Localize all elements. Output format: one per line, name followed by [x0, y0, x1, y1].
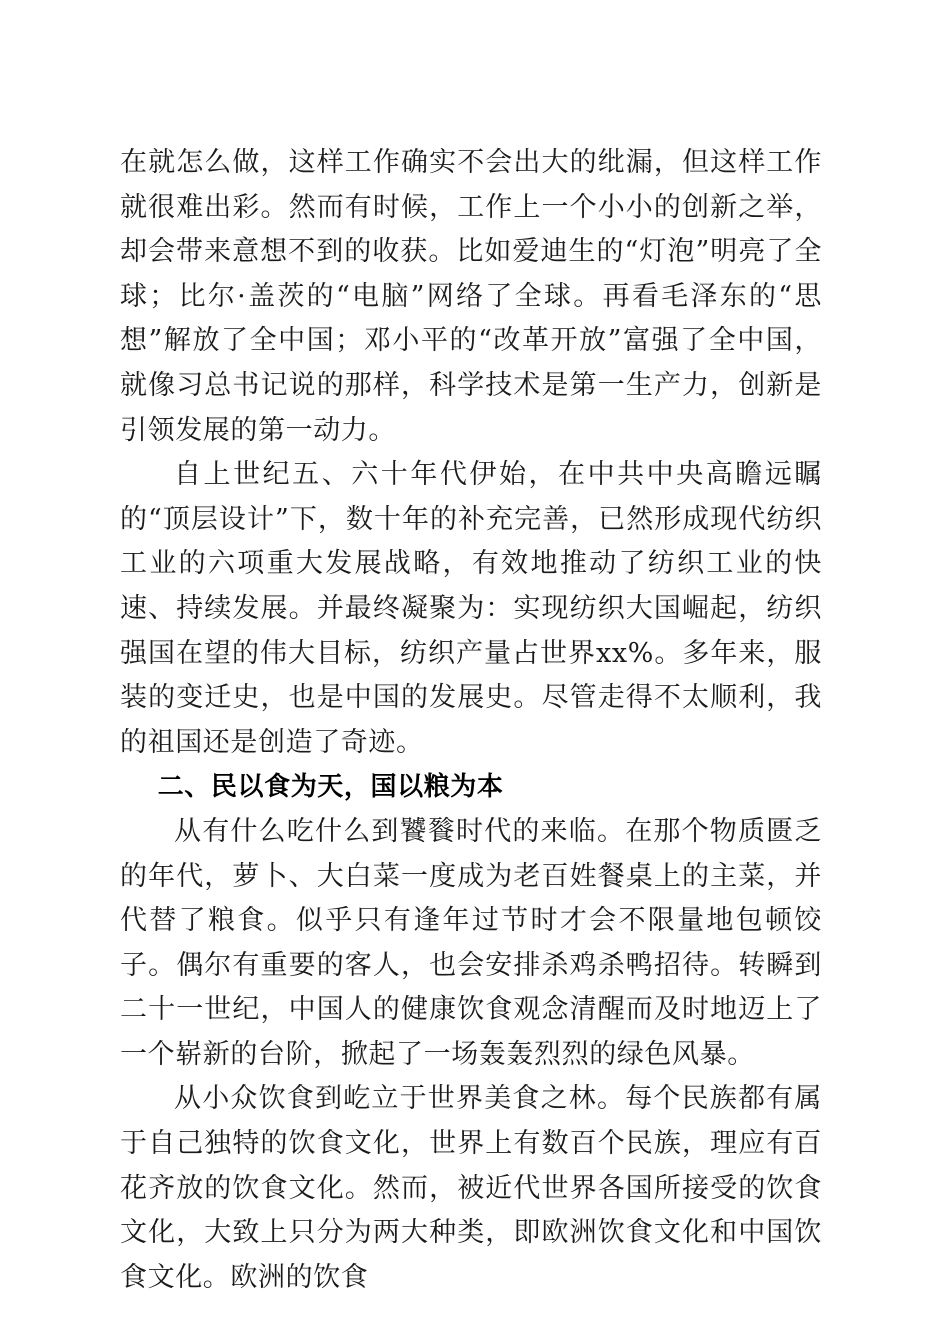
paragraph-innovation: 在就怎么做，这样工作确实不会出大的纰漏，但这样工作就很难出彩。然而有时候，工作上一个小小的创新之举，却会带来意想不到的收获。比如爱迪生的“灯泡”明亮了全球；比尔·盖茨的“电脑”网络了全球。再看毛泽东的“思想”解放了全中国；邓小平的“改革开放”富强了全中国，就像习总书记说的那样，科学技术是第一生产力，创新是引领发展的第一动力。 — [120, 147, 822, 446]
document-page — [120, 141, 822, 1300]
paragraph-food-culture: 从小众饮食到屹立于世界美食之林。每个民族都有属于自己独特的饮食文化，世界上有数百个民族，理应有百花齐放的饮食文化。然而，被近代世界各国所接受的饮食文化，大致上只分为两大种类，即欧洲饮食文化和中国饮食文化。欧洲的饮食 — [120, 1083, 822, 1293]
section-heading-food: 二、民以食为天，国以粮为本 — [157, 772, 504, 803]
paragraph-textile-industry: 自上世纪五、六十年代伊始，在中共中央高瞻远瞩的“顶层设计”下，数十年的补充完善，已然形成现代纺织工业的六项重大发展战略，有效地推动了纺织工业的快速、持续发展。并最终凝聚为：实现纺织大国崛起，纺织强国在望的伟大目标，纺织产量占世界xx%。多年来，服装的变迁史，也是中国的发展史。尽管走得不太顺利，我的祖国还是创造了奇迹。 — [120, 459, 822, 758]
paragraph-food-history: 从有什么吃什么到饕餮时代的来临。在那个物质匮乏的年代，萝卜、大白菜一度成为老百姓餐桌上的主菜，并代替了粮食。似乎只有逢年过节时才会不限量地包顿饺子。偶尔有重要的客人，也会安排杀鸡杀鸭招待。转瞬到二十一世纪，中国人的健康饮食观念清醒而及时地迈上了一个崭新的台阶，掀起了一场轰轰烈烈的绿色风暴。 — [120, 815, 822, 1070]
